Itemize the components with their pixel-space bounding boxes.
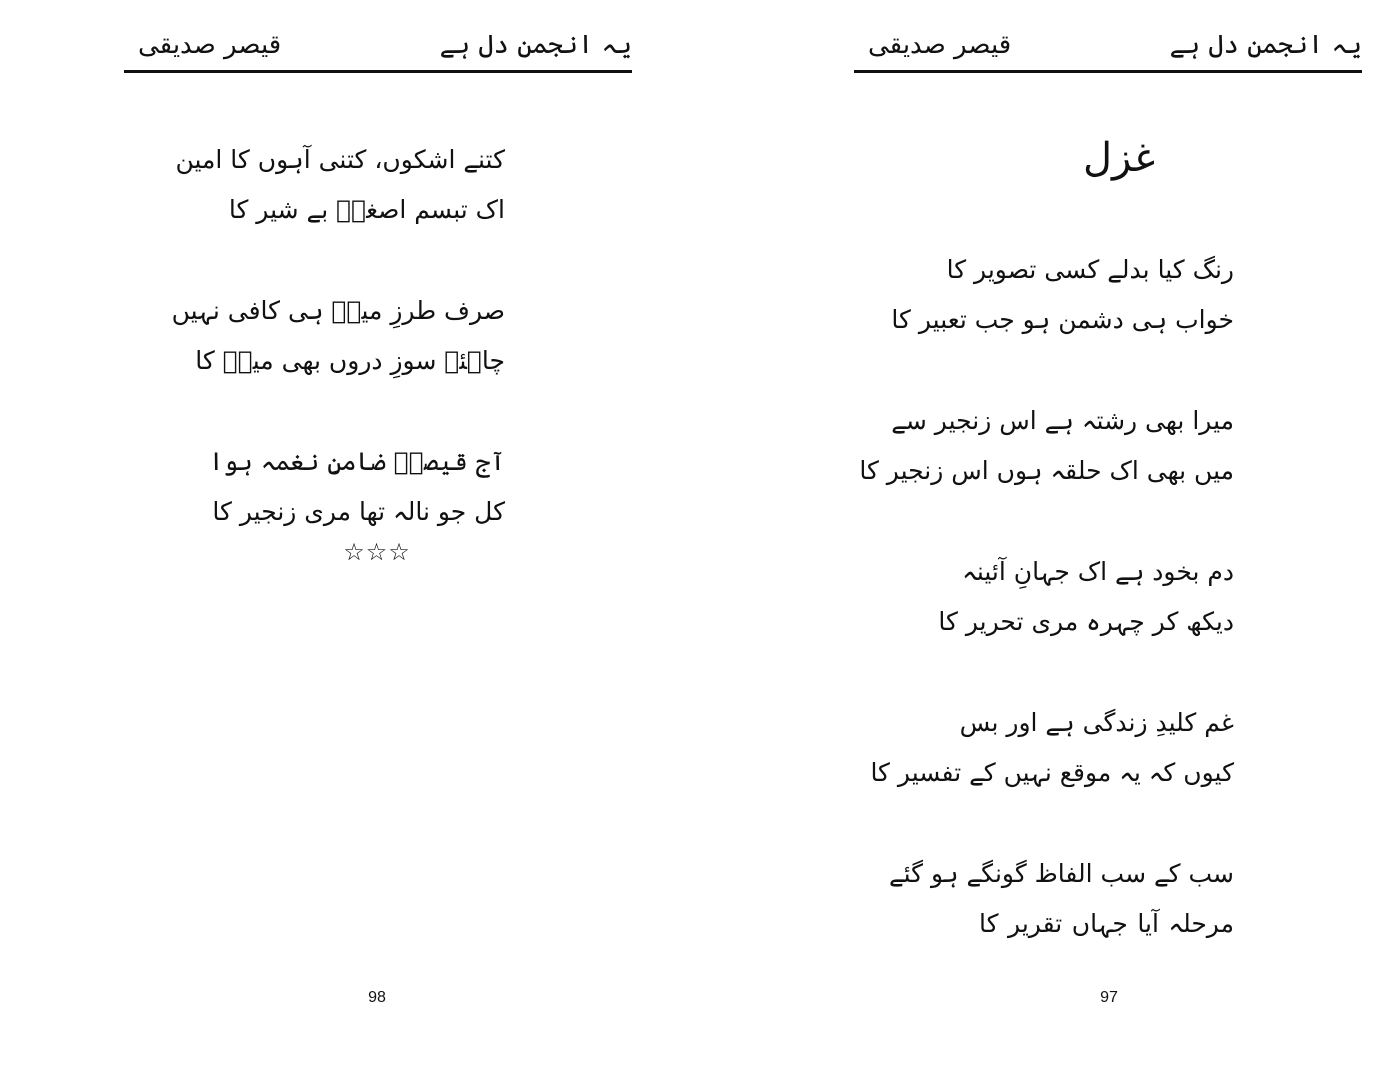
couplet — [938, 547, 1234, 647]
verse-line: خواب ہی دشمن ہو جب تعبیر کا — [891, 305, 1234, 334]
couplet — [859, 396, 1234, 496]
author-name: قیصر صدیقی — [868, 30, 1012, 60]
book-title: یہ انجمن دل ہے — [439, 30, 632, 60]
verse-line: چاہئے سوزِ دروں بھی میرؔ کا — [195, 346, 505, 375]
verse-line: سب کے سب الفاظ گونگے ہو گئے — [888, 859, 1234, 888]
verse-line: کتنے اشکوں، کتنی آہوں کا امین — [175, 145, 505, 174]
poem-couplets — [859, 245, 1234, 1000]
couplet — [891, 245, 1234, 345]
couplet — [888, 849, 1234, 949]
verse-line: مرحلہ آیا جہاں تقریر کا — [979, 909, 1234, 938]
verse-line: دیکھ کر چہرہ مری تحریر کا — [938, 607, 1234, 636]
author-name: قیصر صدیقی — [138, 30, 282, 60]
couplet — [171, 286, 505, 386]
page-number: 98 — [368, 989, 386, 1006]
verse-line: غم کلیدِ زندگی ہے اور بس — [959, 708, 1234, 737]
page-header — [124, 18, 632, 73]
verse-line: کیوں کہ یہ موقع نہیں کے تفسیر کا — [870, 758, 1234, 787]
poem-title: غزل — [1082, 135, 1156, 181]
couplet — [870, 698, 1234, 798]
right-page — [699, 0, 1397, 1080]
verse-line: رنگ کیا بدلے کسی تصویر کا — [946, 255, 1234, 284]
verse-line: اک تبسم اصغرؑ بے شیر کا — [228, 195, 505, 224]
verse-line: کل جو نالہ تھا مری زنجیر کا — [212, 497, 505, 526]
couplet — [175, 135, 505, 235]
star-separator: ☆☆☆ — [343, 538, 411, 566]
book-title: یہ انجمن دل ہے — [1169, 30, 1362, 60]
verse-line: دم بخود ہے اک جہانِ آئینہ — [962, 557, 1234, 586]
page-number: 97 — [1100, 989, 1118, 1006]
verse-line: آج قیصرؔ ضامنِ نغمہ ہوا — [208, 447, 505, 476]
page-header — [854, 18, 1362, 73]
left-page — [0, 0, 698, 1080]
verse-line: میرا بھی رشتہ ہے اس زنجیر سے — [891, 406, 1234, 435]
poem-couplets — [171, 135, 505, 588]
verse-line: میں بھی اک حلقہ ہوں اس زنجیر کا — [859, 456, 1234, 485]
verse-line: صرف طرزِ میرؔ ہی کافی نہیں — [171, 296, 505, 325]
couplet — [208, 437, 505, 537]
